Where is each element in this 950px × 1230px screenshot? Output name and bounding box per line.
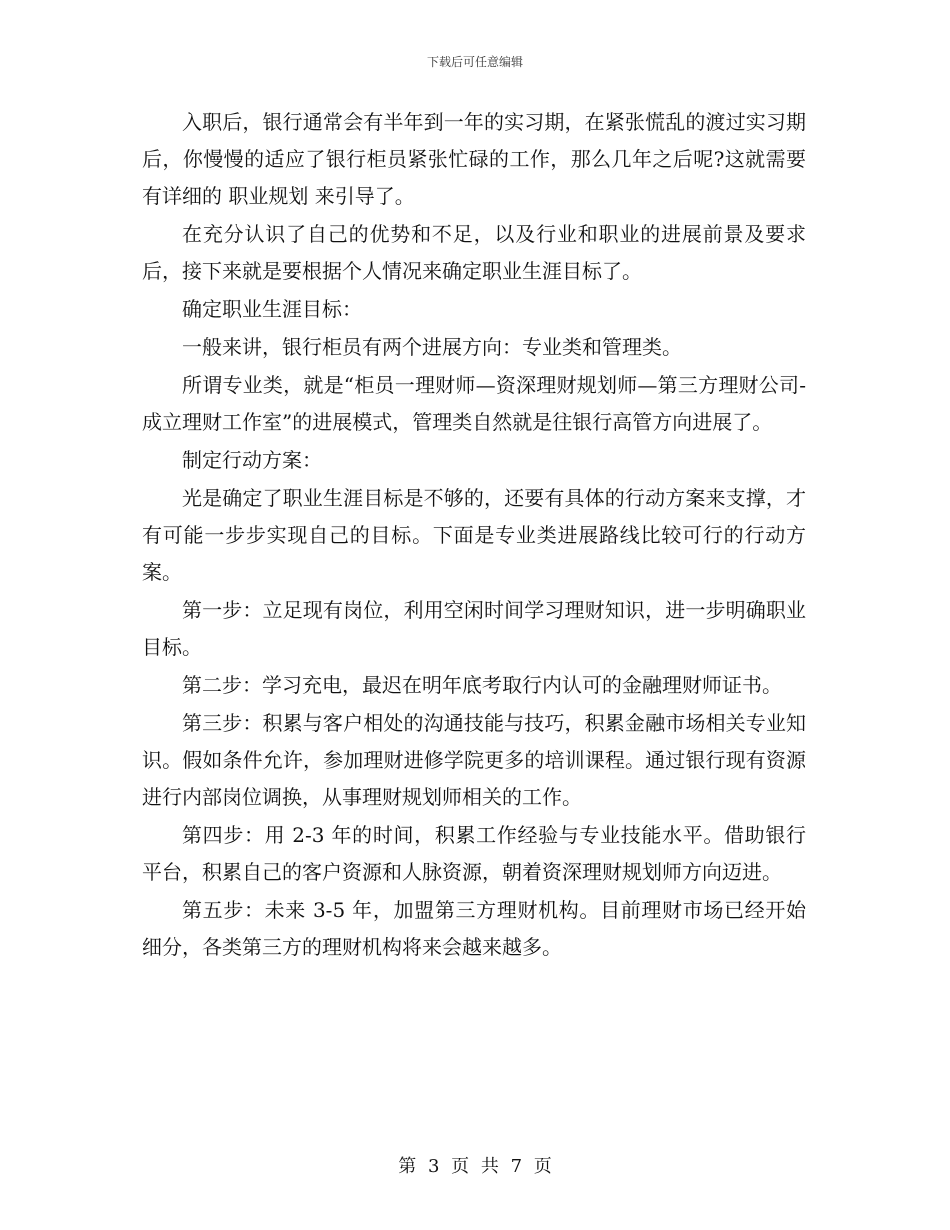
step-paragraph: 第一步：立足现有岗位，利用空闲时间学习理财知识，进一步明确职业目标。	[142, 598, 806, 659]
page-header: 下载后可任意编辑	[426, 55, 523, 69]
paragraph: 在充分认识了自己的优势和不足，以及行业和职业的进展前景及要求后，接下来就是要根据个人情况来确定职业生涯目标了。	[142, 222, 806, 283]
paragraph: 光是确定了职业生涯目标是不够的，还要有具体的行动方案来支撑，才有可能一步步实现自己的目标。下面是专业类进展路线比较可行的行动方案。	[142, 486, 806, 584]
paragraph: 一般来讲，银行柜员有两个进展方向：专业类和管理类。	[182, 335, 682, 359]
section-heading: 制定行动方案：	[182, 448, 322, 472]
page-number-footer: 第 3 页 共 7 页	[398, 1156, 552, 1177]
section-heading: 确定职业生涯目标：	[182, 297, 362, 321]
paragraph: 所谓专业类，就是“柜员一理财师—资深理财规划师—第三方理财公司-成立理财工作室”的进展模式，管理类自然就是往银行高管方向进展了。	[142, 373, 806, 434]
step-paragraph: 第五步：未来 3-5 年，加盟第三方理财机构。目前理财市场已经开始细分，各类第三方的理财机构将来会越来越多。	[142, 898, 806, 959]
step-paragraph: 第四步：用 2-3 年的时间，积累工作经验与专业技能水平。借助银行平台，积累自己的客户资源和人脉资源，朝着资深理财规划师方向迈进。	[142, 823, 806, 884]
step-paragraph: 第二步：学习充电，最迟在明年底考取行内认可的金融理财师证书。	[182, 673, 782, 697]
paragraph: 入职后，银行通常会有半年到一年的实习期，在紧张慌乱的渡过实习期后，你慢慢的适应了银行柜员紧张忙碌的工作，那么几年之后呢?这就需要有详细的 职业规划 来引导了。	[142, 110, 806, 208]
step-paragraph: 第三步：积累与客户相处的沟通技能与技巧，积累金融市场相关专业知识。假如条件允许，参加理财进修学院更多的培训课程。通过银行现有资源进行内部岗位调换，从事理财规划师相关的工作。	[142, 711, 806, 809]
body-text	[142, 104, 806, 967]
